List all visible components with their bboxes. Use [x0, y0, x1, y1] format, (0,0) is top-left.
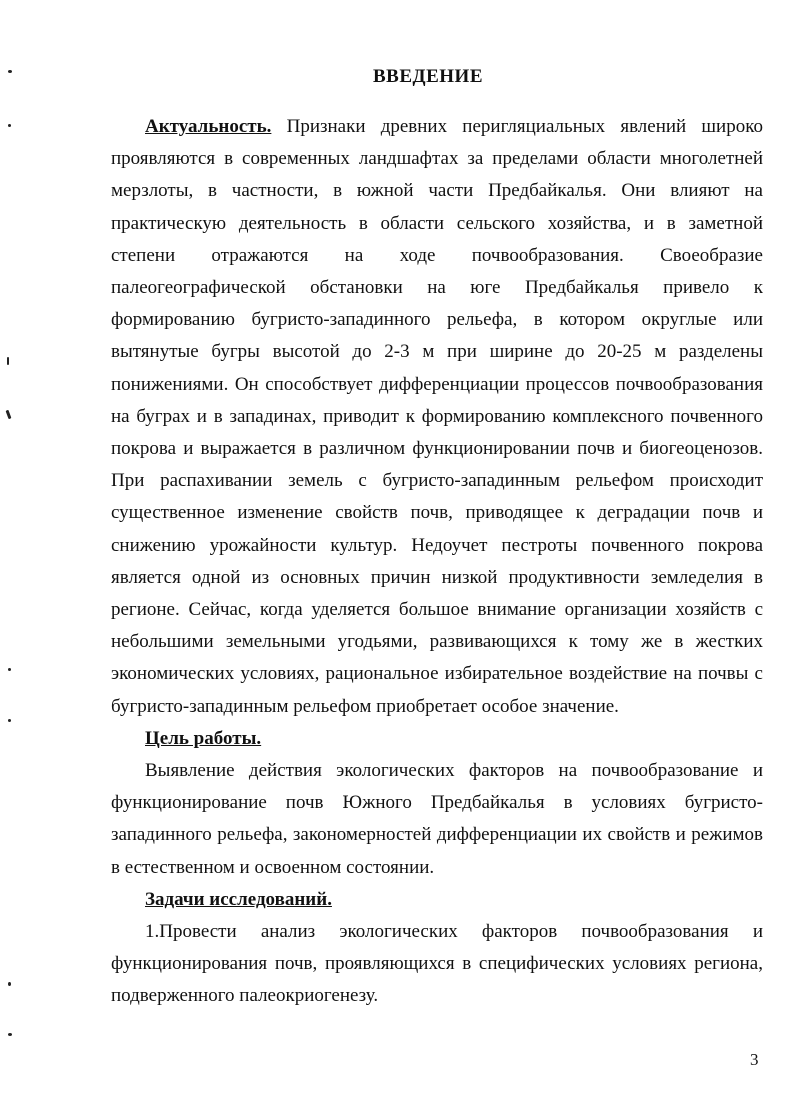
tasks-heading-line [111, 884, 763, 916]
scan-speck [8, 124, 11, 127]
task-item: 1.Провести анализ экологических факторов почвообразования и функционирования почв, проявляющихся в специфических условиях региона, подверженного палеокриогенезу. [111, 921, 763, 1007]
scan-speck [8, 1033, 12, 1036]
relevance-text: Признаки древних перигляциальных явлений широко проявляются в современных ландшафтах за пределами области многолетней мерзлоты, в частности, в южной части Предбайкалья. Они влияют на практическую деятельность в области сельского хозяйства, и в заметной степени отражаются на ходе почвообразования. Своеобразие палеогеографической обстановки на юге Предбайкалья привело к формированию бугристо-западинного рельефа, в котором округлые или вытянутые бугры высотой до 2-3 м при ширине до 20-25 м разделены понижениями. Он способствует дифференциации процессов почвообразования на буграх и в западинах, приводит к формированию комплексного почвенного покрова и выражается в различном функционировании почв и биогеоценозов. При распахивании земель с бугристо-западинным рельефом происходит существенное изменение свойств почв, приводящее к деградации почв и снижению урожайности культур. Недоучет пестроты почвенного покрова является одной из основных причин низкой продуктивности земледелия в регионе. Сейчас, когда уделяется большое внимание организации хозяйств с небольшими земельными угодьями, развивающихся к тому же в жестких экономических условиях, рациональное избирательное воздействие на почвы с бугристо-западинным рельефом приобретает особое значение. [111, 116, 763, 717]
scan-speck [8, 719, 11, 722]
document-body [111, 111, 763, 1013]
relevance-paragraph [111, 111, 763, 723]
scan-speck [6, 410, 12, 419]
page-title: ВВЕДЕНИЕ [373, 66, 483, 87]
scan-speck [7, 357, 9, 365]
page-number: 3 [750, 1050, 759, 1069]
goal-heading-line [111, 723, 763, 755]
scan-speck [8, 982, 11, 986]
goal-heading: Цель работы. [145, 727, 262, 749]
scan-speck [8, 668, 11, 671]
tasks-heading: Задачи исследований. [145, 888, 332, 910]
relevance-heading: Актуальность. [145, 116, 272, 137]
goal-paragraph: Выявление действия экологических факторов на почвообразование и функционирование почв Южного Предбайкалья в условиях бугристо-западинного рельефа, закономерностей дифференциации их свойств и режимов в естественном и освоенном состоянии. [111, 760, 763, 878]
